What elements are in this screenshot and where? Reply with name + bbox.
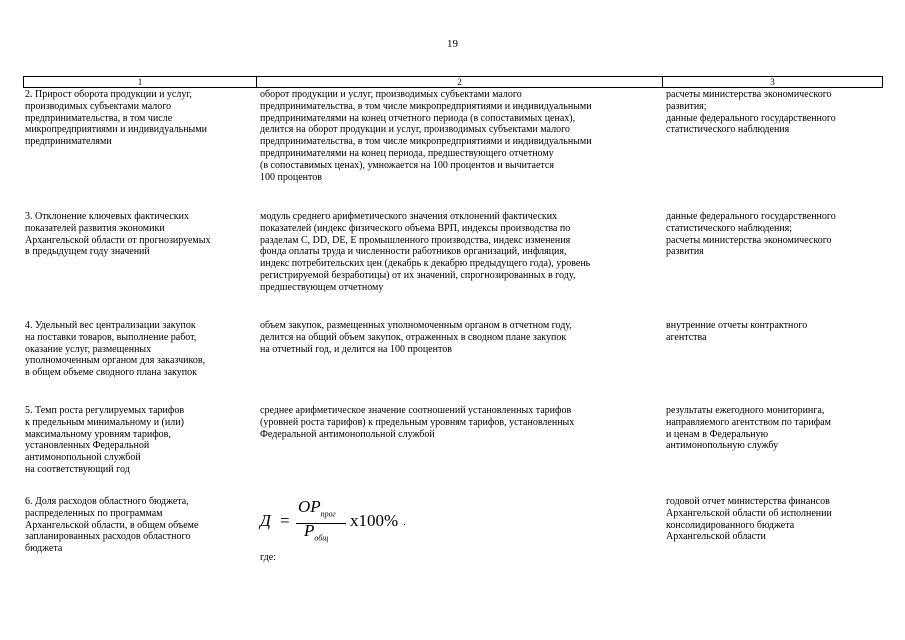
formula-multiplier: x100% — [350, 511, 399, 530]
indicator-name-line: бюджета — [25, 543, 63, 555]
method-line: оборот продукции и услуг, производимых субъектами малого — [260, 89, 522, 100]
data-source-cell — [662, 211, 883, 294]
indicator-name-line: антимонопольной службой — [25, 452, 141, 464]
method-line: делится на общий объем закупок, отраженных в сводном плане закупок — [260, 331, 567, 343]
source-line: данные федерального государственного — [666, 211, 836, 222]
source-line: результаты ежегодного мониторинга, — [666, 405, 825, 416]
table-row — [23, 405, 883, 476]
method-line: предшествующем отчетному — [260, 281, 384, 293]
denominator-symbol: P — [304, 521, 315, 540]
method-line: индекс потребительских цен (декабрь к декабрю предыдущего года), уровень — [260, 258, 591, 270]
method-line: Федеральной антимонопольной службой — [260, 428, 435, 440]
table-row — [23, 320, 883, 379]
method-line: регистрируемой безработицы) от их значений, спрогнозированных в году, — [260, 269, 576, 281]
column-header-2: 2 — [256, 77, 662, 87]
indicator-name-line: 6. Доля расходов областного бюджета, — [25, 496, 189, 507]
indicator-name-line: установленных Федеральной — [25, 440, 150, 452]
indicator-name-line: предпринимательства, в том числе — [25, 112, 173, 124]
indicator-name-line: на соответствующий год — [25, 463, 130, 475]
calculation-method-cell — [256, 405, 662, 476]
data-source-cell — [662, 320, 883, 379]
source-line: статистического наблюдения; — [666, 222, 793, 234]
source-line: и ценам в Федеральную — [666, 428, 769, 440]
indicator-name-cell — [23, 405, 256, 476]
indicator-name-line: распределенных по программам — [25, 507, 163, 519]
source-line: Архангельской области об исполнении — [666, 507, 832, 519]
indicator-name-line: Архангельской области, в общем объеме — [25, 519, 199, 531]
table-row — [23, 211, 883, 294]
indicator-name-line: уполномоченным органом для заказчиков, — [25, 355, 206, 367]
indicator-name-line: оказание услуг, размещенных — [25, 343, 152, 355]
data-source-cell — [662, 496, 883, 581]
indicator-name-line: 2. Прирост оборота продукции и услуг, — [25, 89, 192, 100]
indicator-name-line: 3. Отклонение ключевых фактических — [25, 211, 189, 222]
indicator-name-cell — [23, 496, 256, 581]
method-line: предпринимательства, в том числе микропредприятиями и индивидуальными — [260, 136, 592, 148]
table-row — [23, 496, 883, 581]
source-line: антимонопольную службу — [666, 440, 779, 452]
method-line: на отчетный год, и делится на 100 процентов — [260, 343, 452, 355]
table-row — [23, 89, 883, 183]
column-header-3: 3 — [662, 77, 883, 87]
indicator-table — [23, 76, 883, 563]
method-line: показателей (индекс физического объема ВРП, индексы производства по — [260, 222, 571, 234]
data-source-cell — [662, 89, 883, 183]
method-line: 100 процентов — [260, 171, 322, 183]
indicator-name-line: в общем объеме сводного плана закупок — [25, 367, 197, 379]
method-line: фонда оплаты труда и численности работников организаций, инфляция, — [260, 246, 567, 258]
denominator-subscript: общ — [314, 533, 329, 543]
source-line: расчеты министерства экономического — [666, 89, 832, 100]
formula-denominator — [304, 521, 329, 544]
source-line: развития; — [666, 100, 707, 112]
formula-period: . — [403, 516, 406, 528]
indicator-name-line: на поставки товаров, выполнение работ, — [25, 331, 197, 343]
indicator-name-line: 5. Темп роста регулируемых тарифов — [25, 405, 185, 416]
data-source-cell — [662, 405, 883, 476]
method-line: (уровней роста тарифов) к предельным уровням тарифов, установленных — [260, 416, 575, 428]
formula-lhs: Д — [260, 511, 271, 530]
source-line: агентства — [666, 331, 707, 343]
indicator-name-cell — [23, 211, 256, 294]
source-line: данные федерального государственного — [666, 112, 836, 124]
indicator-name-line: в предыдущем году значений — [25, 246, 150, 258]
source-line: консолидированного бюджета — [666, 519, 795, 531]
indicator-name-cell — [23, 320, 256, 379]
indicator-name-line: предпринимателями — [25, 136, 112, 148]
indicator-name-line: показателей развития экономики — [25, 222, 165, 234]
indicator-name-line: максимальному уровням тарифов, — [25, 428, 171, 440]
numerator-symbol: OP — [298, 497, 321, 516]
indicator-name-line: запланированных расходов областного — [25, 531, 191, 543]
indicator-name-line: производимых субъектами малого — [25, 100, 172, 112]
method-line: среднее арифметическое значение соотношений установленных тарифов — [260, 405, 572, 416]
page-number: 19 — [447, 38, 458, 50]
numerator-subscript: прог — [320, 509, 336, 519]
formula-where-label: где: — [260, 552, 276, 563]
method-line: предпринимательства, в том числе микропредприятиями и индивидуальными — [260, 100, 592, 112]
source-line: расчеты министерства экономического — [666, 234, 832, 246]
source-line: годовой отчет министерства финансов — [666, 496, 830, 507]
formula-equals: = — [280, 511, 290, 530]
source-line: внутренние отчеты контрактного — [666, 320, 808, 331]
method-line: разделам C, DD, DE, E промышленного производства, индекс изменения — [260, 234, 571, 246]
method-line: (в сопоставимых ценах), умножается на 100 процентов и вычитается — [260, 159, 554, 171]
source-line: статистического наблюдения — [666, 124, 790, 136]
source-line: Архангельской области — [666, 531, 766, 543]
method-line: предпринимателями на конец отчетного периода (в сопоставимых ценах), — [260, 112, 576, 124]
calculation-method-cell — [256, 89, 662, 183]
method-line: объем закупок, размещенных уполномоченным органом в отчетном году, — [260, 320, 572, 331]
formula-numerator — [298, 497, 336, 520]
indicator-name-line: к предельным минимальному и (или) — [25, 416, 184, 428]
indicator-name-line: Архангельской области от прогнозируемых — [25, 234, 211, 246]
indicator-name-line: микропредприятиями и индивидуальными — [25, 124, 207, 136]
calculation-method-cell — [256, 320, 662, 379]
column-header-1: 1 — [23, 77, 256, 87]
method-line: делится на оборот продукции и услуг, производимых субъектами малого — [260, 124, 570, 136]
calculation-formula-cell — [256, 496, 662, 581]
method-line: предпринимателями на конец периода, предшествующего отчетному — [260, 147, 554, 159]
source-line: направляемого агентством по тарифам — [666, 416, 831, 428]
source-line: развития — [666, 246, 704, 258]
calculation-method-cell — [256, 211, 662, 294]
method-line: модуль среднего арифметического значения отклонений фактических — [260, 211, 558, 222]
table-header-row — [23, 76, 883, 88]
indicator-name-cell — [23, 89, 256, 183]
indicator-name-line: 4. Удельный вес централизации закупок — [25, 320, 196, 331]
